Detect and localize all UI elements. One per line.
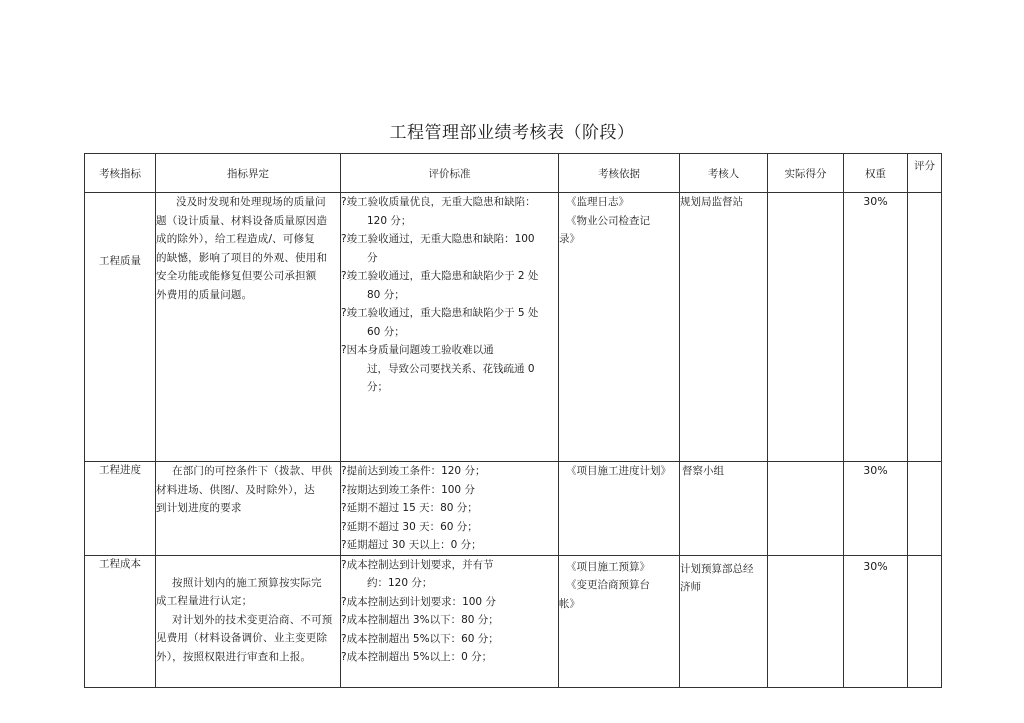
weight-value: 30% (863, 195, 888, 208)
weight-cell (844, 193, 908, 462)
score-cell (908, 555, 942, 687)
standard-line: ?竣工验收质量优良，无重大隐患和缺陷： (341, 196, 536, 208)
definition-line: 题（设计质量、材料设备质量原因造 (156, 214, 328, 227)
standard-line: ?因本身质量问题竣工验收难以通 (341, 344, 494, 356)
assessor-cell (680, 193, 768, 462)
header-basis: 考核依据 (559, 154, 680, 193)
basis-line: 帐》 (559, 597, 580, 610)
basis-cell (559, 193, 680, 462)
basis-line: 《项目施工预算》 (566, 560, 650, 573)
definition-line: 安全功能或能修复但要公司承担额 (156, 270, 317, 282)
basis-line: 《变更洽商预算台 (566, 579, 650, 591)
definition-line: 外费用的质量问题。 (156, 288, 253, 301)
indicator-cell: 工程进度 (85, 462, 156, 556)
basis-cell (559, 555, 680, 687)
header-score: 评分 (908, 154, 942, 193)
standard-line: ?成本控制超出 3%以下：80 分； (341, 614, 499, 626)
definition-line: 成工程量进行认定； (156, 595, 253, 607)
standard-line: ?成本控制达到计划要求：100 分 (341, 595, 496, 608)
definition-line: 在部门的可控条件下（拨款、甲供 (172, 465, 333, 477)
definition-line: 成的除外），给工程造成/、可修复 (156, 233, 315, 245)
assessor-cell (680, 555, 768, 687)
header-indicator: 考核指标 (85, 154, 156, 193)
standard-line: 分 (367, 251, 378, 264)
definition-line: 对计划外的技术变更洽商、不可预 (172, 613, 333, 626)
standard-cell (341, 462, 559, 556)
header-definition: 指标界定 (156, 154, 341, 193)
standard-line: 约：120 分； (367, 577, 433, 589)
standard-line: ?成本控制达到计划要求，并有节 (341, 558, 494, 571)
weight-value: 30% (863, 559, 888, 573)
score-cell (908, 462, 942, 556)
assessor-cell (680, 462, 768, 556)
definition-line: 材料进场、供图/、及时除外），达 (156, 483, 315, 496)
performance-table (84, 153, 942, 688)
standard-line: ?延期不超过 15 天：80 分； (341, 502, 478, 514)
actual-score-cell (768, 555, 844, 687)
definition-line: 的缺憾，影响了项目的外观、使用和 (156, 251, 328, 264)
standard-line: ?延期超过 30 天以上：0 分； (341, 539, 482, 551)
basis-line: 《监理日志》 (566, 196, 629, 208)
standard-line: 过，导致公司要找关系、花钱疏通 0 (367, 362, 535, 375)
table-row-quality (85, 193, 942, 462)
standard-line: ?成本控制超出 5%以下：60 分； (341, 632, 499, 645)
standard-line: ?竣工验收通过，重大隐患和缺陷少于 2 处 (341, 270, 539, 282)
definition-cell (156, 193, 341, 462)
assessor-line: 济师 (680, 581, 701, 593)
header-row (85, 154, 942, 193)
standard-line: 80 分； (367, 288, 405, 301)
definition-line: 到计划进度的要求 (156, 502, 242, 514)
score-cell (908, 193, 942, 462)
header-standard: 评价标准 (341, 154, 559, 193)
basis-line: 《物业公司检查记 (566, 214, 650, 227)
definition-line: 见费用（材料设备调价、业主变更除 (156, 632, 328, 644)
weight-cell (844, 462, 908, 556)
basis-line: 《项目施工进度计划》 (566, 465, 671, 477)
standard-line: 60 分； (367, 325, 405, 338)
standard-line: ?成本控制超出 5%以上：0 分； (341, 651, 493, 663)
definition-line: 外），按照权限进行审查和上报。 (156, 650, 312, 663)
header-weight: 权重 (844, 154, 908, 193)
actual-score-cell (768, 193, 844, 462)
page-title: 工程管理部业绩考核表（阶段） (389, 123, 635, 143)
definition-cell (156, 462, 341, 556)
definition-cell (156, 555, 341, 687)
standard-line: ?按期达到竣工条件：100 分 (341, 483, 475, 496)
basis-line: 录》 (559, 233, 580, 245)
standard-line: ?竣工验收通过，无重大隐患和缺陷：100 (341, 233, 535, 245)
header-actual-score: 实际得分 (768, 154, 844, 193)
assessor-line: 计划预算部总经 (680, 562, 754, 575)
header-assessor: 考核人 (680, 154, 768, 193)
definition-line: 没及时发现和处理现场的质量问 (176, 196, 326, 208)
indicator-cell: 工程成本 (85, 555, 156, 687)
basis-cell (559, 462, 680, 556)
standard-cell (341, 193, 559, 462)
assessor-text: 规划局监督站 (680, 196, 743, 208)
table-row-progress (85, 462, 942, 556)
assessor-text: 督察小组 (682, 465, 724, 477)
standard-line: 120 分； (367, 214, 412, 227)
standard-line: 分； (367, 381, 388, 393)
indicator-cell: 工程质量 (85, 193, 156, 462)
standard-line: ?提前达到竣工条件：120 分； (341, 465, 486, 477)
definition-line: 按照计划内的施工预算按实际完 (172, 576, 322, 589)
standard-cell (341, 555, 559, 687)
table-row-cost (85, 555, 942, 687)
weight-value: 30% (863, 464, 888, 477)
weight-cell (844, 555, 908, 687)
standard-line: ?延期不超过 30 天：60 分； (341, 520, 478, 533)
actual-score-cell (768, 462, 844, 556)
standard-line: ?竣工验收通过，重大隐患和缺陷少于 5 处 (341, 307, 539, 319)
